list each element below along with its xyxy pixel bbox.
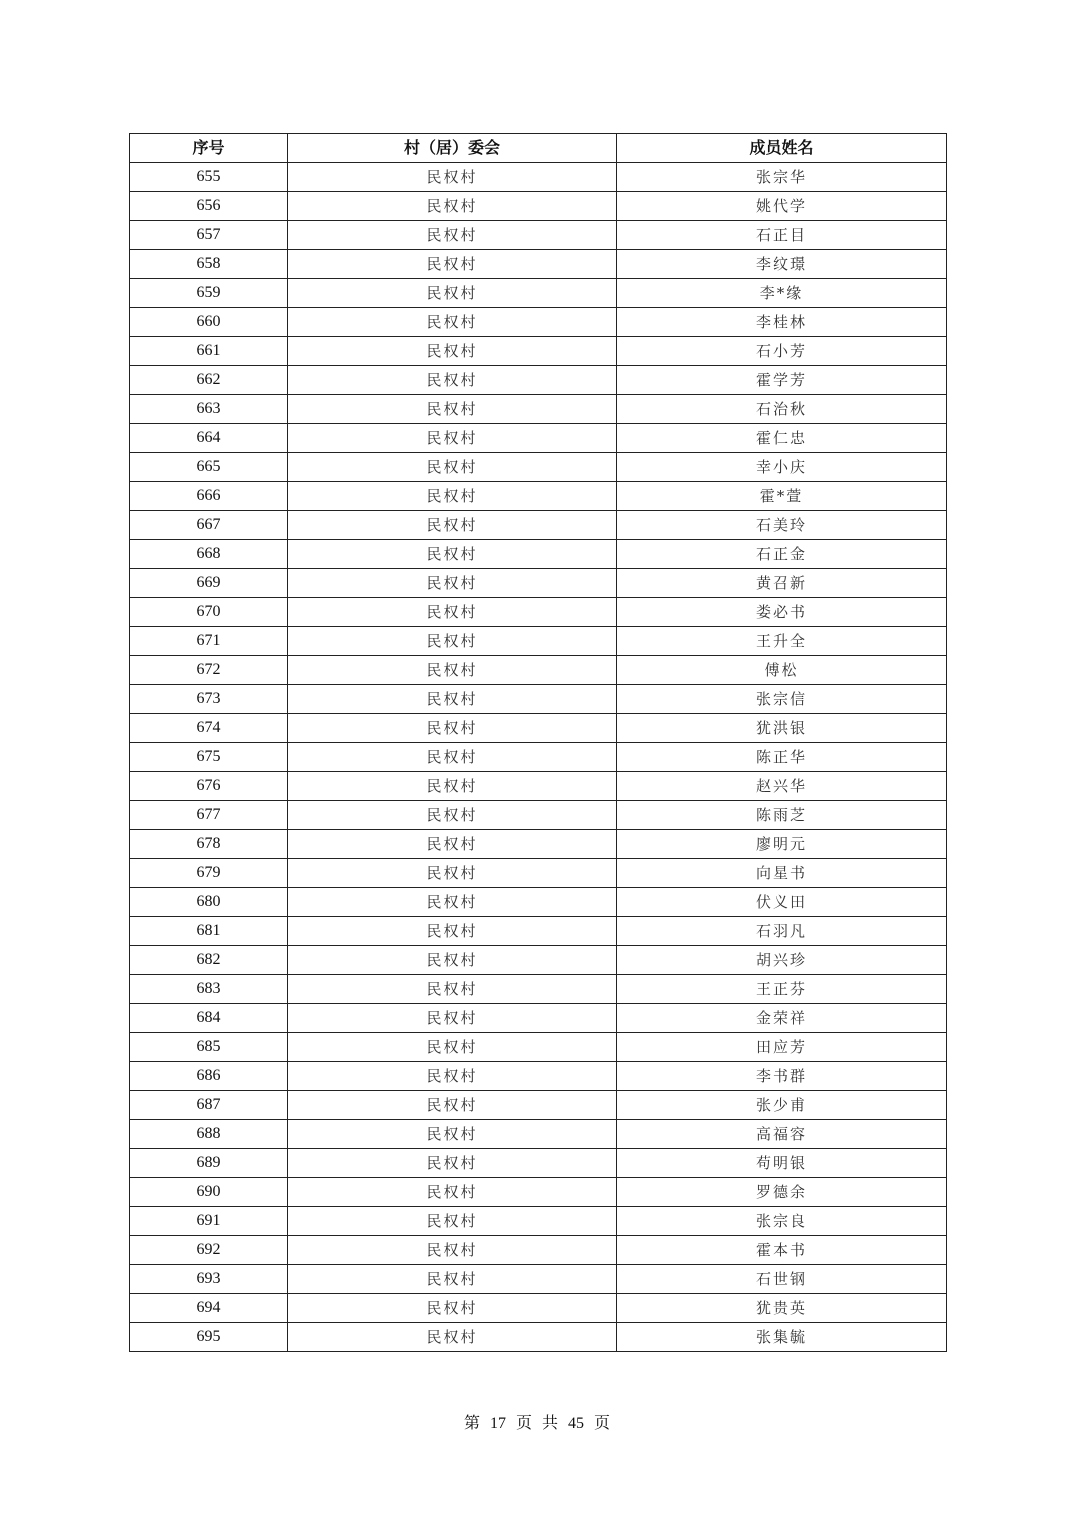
village-committee-cell: 民权村 (288, 1323, 617, 1352)
member-name-cell: 苟明银 (617, 1149, 947, 1178)
village-committee-cell: 民权村 (288, 830, 617, 859)
table-row (130, 1178, 947, 1207)
village-committee-cell: 民权村 (288, 685, 617, 714)
village-committee-cell: 民权村 (288, 453, 617, 482)
serial-number-cell: 672 (130, 656, 288, 685)
serial-number-cell: 675 (130, 743, 288, 772)
village-committee-cell: 民权村 (288, 1091, 617, 1120)
village-committee-cell: 民权村 (288, 598, 617, 627)
table-row (130, 1207, 947, 1236)
member-name-cell: 廖明元 (617, 830, 947, 859)
village-committee-cell: 民权村 (288, 250, 617, 279)
village-committee-cell: 民权村 (288, 569, 617, 598)
serial-number-cell: 676 (130, 772, 288, 801)
member-name-cell: 石正目 (617, 221, 947, 250)
member-name-cell: 石治秋 (617, 395, 947, 424)
table-row (130, 540, 947, 569)
member-name-cell: 陈雨芝 (617, 801, 947, 830)
table-row (130, 337, 947, 366)
member-name-cell: 王升全 (617, 627, 947, 656)
member-name-cell: 犹洪银 (617, 714, 947, 743)
member-name-cell: 高福容 (617, 1120, 947, 1149)
table-row (130, 569, 947, 598)
table-row (130, 163, 947, 192)
table-row (130, 743, 947, 772)
village-committee-cell: 民权村 (288, 1120, 617, 1149)
serial-number-cell: 663 (130, 395, 288, 424)
table-row (130, 1149, 947, 1178)
footer-current-page: 17 (489, 1415, 506, 1432)
member-name-cell: 石正金 (617, 540, 947, 569)
serial-number-cell: 683 (130, 975, 288, 1004)
village-committee-cell: 民权村 (288, 337, 617, 366)
village-committee-cell: 民权村 (288, 1236, 617, 1265)
member-name-cell: 王正芬 (617, 975, 947, 1004)
village-committee-cell: 民权村 (288, 888, 617, 917)
serial-number-cell: 695 (130, 1323, 288, 1352)
village-committee-cell: 民权村 (288, 1149, 617, 1178)
member-name-cell: 罗德余 (617, 1178, 947, 1207)
table-row (130, 308, 947, 337)
table-row (130, 453, 947, 482)
member-name-cell: 石羽凡 (617, 917, 947, 946)
table-row (130, 1004, 947, 1033)
table-row (130, 917, 947, 946)
village-committee-cell: 民权村 (288, 366, 617, 395)
table-row (130, 366, 947, 395)
header-member-name: 成员姓名 (617, 134, 947, 163)
table-row (130, 1294, 947, 1323)
serial-number-cell: 680 (130, 888, 288, 917)
table-header-row (130, 134, 947, 163)
village-committee-cell: 民权村 (288, 482, 617, 511)
village-committee-cell: 民权村 (288, 801, 617, 830)
member-name-cell: 伏义田 (617, 888, 947, 917)
village-committee-cell: 民权村 (288, 308, 617, 337)
village-committee-cell: 民权村 (288, 395, 617, 424)
table-row (130, 1265, 947, 1294)
serial-number-cell: 666 (130, 482, 288, 511)
serial-number-cell: 694 (130, 1294, 288, 1323)
table-row (130, 946, 947, 975)
table-row (130, 1091, 947, 1120)
village-committee-cell: 民权村 (288, 511, 617, 540)
table-row (130, 1033, 947, 1062)
table-row (130, 830, 947, 859)
serial-number-cell: 688 (130, 1120, 288, 1149)
member-name-cell: 金荣祥 (617, 1004, 947, 1033)
village-committee-cell: 民权村 (288, 163, 617, 192)
village-committee-cell: 民权村 (288, 1294, 617, 1323)
member-name-cell: 张集毓 (617, 1323, 947, 1352)
footer-total-prefix: 共 (542, 1415, 559, 1432)
table-row (130, 685, 947, 714)
member-name-cell: 张宗华 (617, 163, 947, 192)
member-name-cell: 陈正华 (617, 743, 947, 772)
member-name-cell: 张宗良 (617, 1207, 947, 1236)
serial-number-cell: 693 (130, 1265, 288, 1294)
footer-total-pages: 45 (568, 1415, 585, 1432)
village-committee-cell: 民权村 (288, 946, 617, 975)
table-row (130, 888, 947, 917)
member-name-cell: 张少甫 (617, 1091, 947, 1120)
table-row (130, 1323, 947, 1352)
footer-page-prefix: 第 (463, 1415, 480, 1432)
village-committee-cell: 民权村 (288, 1265, 617, 1294)
table-row (130, 1120, 947, 1149)
table-row (130, 395, 947, 424)
serial-number-cell: 656 (130, 192, 288, 221)
serial-number-cell: 662 (130, 366, 288, 395)
table-row (130, 714, 947, 743)
serial-number-cell: 679 (130, 859, 288, 888)
member-name-cell: 霍仁忠 (617, 424, 947, 453)
village-committee-cell: 民权村 (288, 1178, 617, 1207)
member-name-cell: 李书群 (617, 1062, 947, 1091)
serial-number-cell: 685 (130, 1033, 288, 1062)
header-village-committee: 村（居）委会 (288, 134, 617, 163)
village-committee-cell: 民权村 (288, 627, 617, 656)
member-name-cell: 傅松 (617, 656, 947, 685)
member-name-cell: 赵兴华 (617, 772, 947, 801)
table-row (130, 1236, 947, 1265)
village-committee-cell: 民权村 (288, 424, 617, 453)
table-row (130, 250, 947, 279)
member-name-cell: 田应芳 (617, 1033, 947, 1062)
serial-number-cell: 660 (130, 308, 288, 337)
member-name-cell: 石小芳 (617, 337, 947, 366)
serial-number-cell: 661 (130, 337, 288, 366)
village-committee-cell: 民权村 (288, 917, 617, 946)
serial-number-cell: 677 (130, 801, 288, 830)
village-committee-cell: 民权村 (288, 656, 617, 685)
member-name-cell: 霍本书 (617, 1236, 947, 1265)
member-name-cell: 李桂林 (617, 308, 947, 337)
serial-number-cell: 667 (130, 511, 288, 540)
village-committee-cell: 民权村 (288, 279, 617, 308)
table-row (130, 221, 947, 250)
serial-number-cell: 670 (130, 598, 288, 627)
serial-number-cell: 664 (130, 424, 288, 453)
serial-number-cell: 686 (130, 1062, 288, 1091)
serial-number-cell: 658 (130, 250, 288, 279)
member-name-cell: 向星书 (617, 859, 947, 888)
table-row (130, 279, 947, 308)
table-row (130, 424, 947, 453)
member-name-cell: 黄召新 (617, 569, 947, 598)
serial-number-cell: 655 (130, 163, 288, 192)
member-name-cell: 幸小庆 (617, 453, 947, 482)
village-committee-cell: 民权村 (288, 1062, 617, 1091)
village-committee-cell: 民权村 (288, 1004, 617, 1033)
table-row (130, 511, 947, 540)
serial-number-cell: 671 (130, 627, 288, 656)
village-committee-cell: 民权村 (288, 540, 617, 569)
serial-number-cell: 691 (130, 1207, 288, 1236)
table-row (130, 859, 947, 888)
member-name-cell: 石美玲 (617, 511, 947, 540)
serial-number-cell: 673 (130, 685, 288, 714)
village-committee-cell: 民权村 (288, 1033, 617, 1062)
village-committee-cell: 民权村 (288, 743, 617, 772)
serial-number-cell: 681 (130, 917, 288, 946)
table-row (130, 656, 947, 685)
serial-number-cell: 684 (130, 1004, 288, 1033)
page-footer (0, 1410, 1074, 1433)
footer-total-suffix: 页 (594, 1415, 611, 1432)
serial-number-cell: 669 (130, 569, 288, 598)
header-serial-number: 序号 (130, 134, 288, 163)
serial-number-cell: 657 (130, 221, 288, 250)
serial-number-cell: 678 (130, 830, 288, 859)
table-row (130, 801, 947, 830)
serial-number-cell: 690 (130, 1178, 288, 1207)
member-name-cell: 李纹璟 (617, 250, 947, 279)
table-row (130, 482, 947, 511)
table-row (130, 772, 947, 801)
serial-number-cell: 668 (130, 540, 288, 569)
member-name-cell: 霍学芳 (617, 366, 947, 395)
village-committee-cell: 民权村 (288, 772, 617, 801)
member-name-cell: 张宗信 (617, 685, 947, 714)
village-committee-cell: 民权村 (288, 192, 617, 221)
member-name-cell: 李*缘 (617, 279, 947, 308)
village-committee-cell: 民权村 (288, 221, 617, 250)
member-name-cell: 娄必书 (617, 598, 947, 627)
serial-number-cell: 659 (130, 279, 288, 308)
village-committee-cell: 民权村 (288, 1207, 617, 1236)
table-row (130, 192, 947, 221)
table-row (130, 975, 947, 1004)
member-name-cell: 石世钢 (617, 1265, 947, 1294)
serial-number-cell: 689 (130, 1149, 288, 1178)
table-row (130, 598, 947, 627)
serial-number-cell: 665 (130, 453, 288, 482)
serial-number-cell: 692 (130, 1236, 288, 1265)
table-row (130, 627, 947, 656)
member-roster-table (129, 133, 947, 1352)
table-row (130, 1062, 947, 1091)
member-name-cell: 霍*萱 (617, 482, 947, 511)
member-name-cell: 姚代学 (617, 192, 947, 221)
village-committee-cell: 民权村 (288, 975, 617, 1004)
table-body (130, 163, 947, 1352)
village-committee-cell: 民权村 (288, 859, 617, 888)
serial-number-cell: 674 (130, 714, 288, 743)
serial-number-cell: 682 (130, 946, 288, 975)
serial-number-cell: 687 (130, 1091, 288, 1120)
village-committee-cell: 民权村 (288, 714, 617, 743)
member-name-cell: 胡兴珍 (617, 946, 947, 975)
footer-page-word: 页 (515, 1415, 532, 1432)
member-name-cell: 犹贵英 (617, 1294, 947, 1323)
